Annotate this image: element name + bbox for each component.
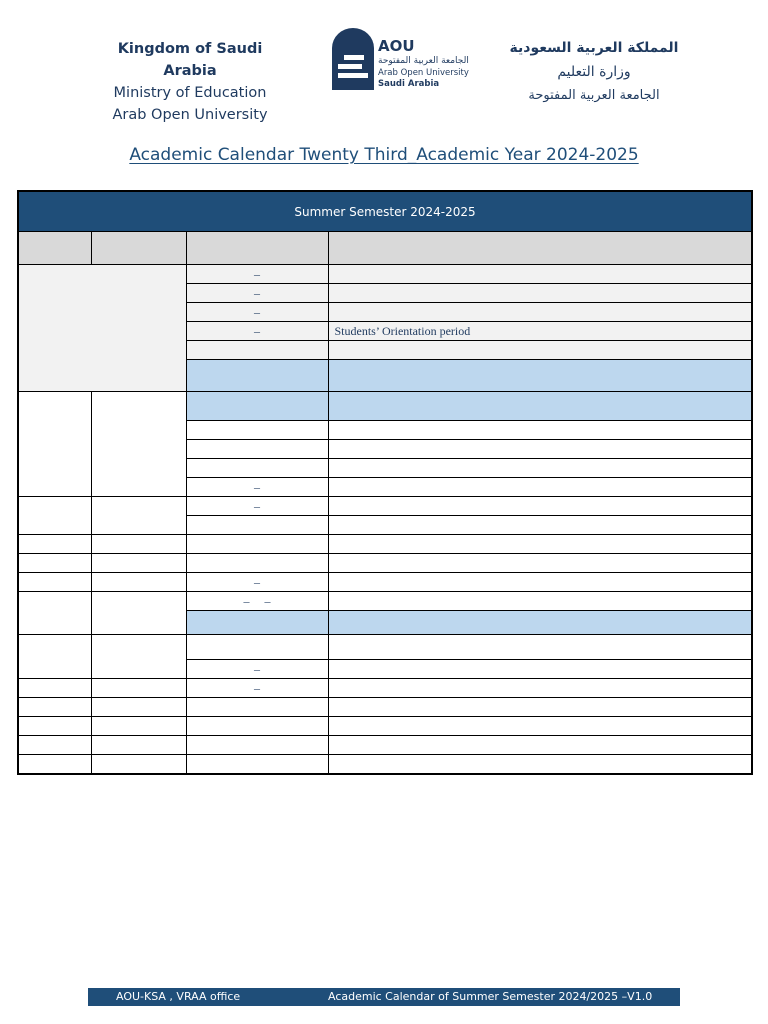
header-kingdom-arabic: المملكة العربية السعودية (509, 40, 679, 56)
table-row (18, 554, 752, 573)
page-title: Academic Calendar Twenty Third_Academic Year 2024-2025 (129, 145, 639, 165)
table-cell (91, 635, 186, 679)
table-cell (91, 736, 186, 755)
table-cell: – (186, 679, 328, 698)
footer-document-version: Academic Calendar of Summer Semester 2024/2025 –V1.0 (328, 990, 653, 1003)
column-header (91, 232, 186, 265)
header-university: Arab Open University (112, 107, 268, 123)
table-cell (328, 284, 752, 303)
table-cell (91, 592, 186, 635)
aou-logo (332, 28, 482, 94)
table-cell (328, 573, 752, 592)
table-cell (328, 421, 752, 440)
table-row (18, 535, 752, 554)
table-cell (91, 392, 186, 497)
table-row (18, 497, 752, 516)
table-cell (328, 592, 752, 611)
header-arabic-block (506, 36, 682, 108)
table-cell (186, 516, 328, 535)
table-cell (91, 573, 186, 592)
table-cell (186, 341, 328, 360)
table-cell: – (186, 284, 328, 303)
column-header-row (18, 232, 752, 265)
column-header (18, 232, 91, 265)
table-cell: – (186, 497, 328, 516)
table-row (18, 392, 752, 421)
table-cell (18, 535, 91, 554)
orientation-period-cell: Students’ Orientation period (328, 322, 752, 341)
table-cell (328, 516, 752, 535)
logo-wordmark (378, 38, 488, 90)
table-cell (18, 573, 91, 592)
header-kingdom: Kingdom of Saudi Arabia (117, 41, 263, 79)
table-cell (186, 611, 328, 635)
table-cell (328, 478, 752, 497)
table-cell (91, 679, 186, 698)
table-cell: – (186, 478, 328, 497)
table-cell (328, 698, 752, 717)
table-cell: – (186, 265, 328, 284)
table-cell (328, 554, 752, 573)
table-cell (328, 360, 752, 392)
table-cell (186, 554, 328, 573)
table-cell (186, 392, 328, 421)
table-cell (18, 698, 91, 717)
table-row (18, 755, 752, 774)
table-cell (328, 497, 752, 516)
column-header (328, 232, 752, 265)
table-row (18, 736, 752, 755)
table-cell (18, 554, 91, 573)
table-cell (328, 755, 752, 774)
table-cell: – (186, 660, 328, 679)
logo-country: Saudi Arabia (378, 79, 440, 89)
table-row (18, 265, 752, 284)
table-cell (328, 459, 752, 478)
table-cell (91, 755, 186, 774)
table-cell (328, 660, 752, 679)
table-cell (328, 341, 752, 360)
semester-band: Summer Semester 2024-2025 (18, 191, 752, 232)
table-cell (328, 717, 752, 736)
table-cell: – – (186, 592, 328, 611)
table-cell (186, 440, 328, 459)
table-cell (328, 265, 752, 284)
table-cell (91, 535, 186, 554)
table-cell (186, 459, 328, 478)
logo-abbr: AOU (378, 37, 415, 55)
header-ministry: Ministry of Education (113, 85, 267, 101)
table-row (18, 635, 752, 660)
table-cell (186, 736, 328, 755)
table-cell (18, 592, 91, 635)
table-cell (186, 755, 328, 774)
table-cell (328, 440, 752, 459)
table-cell (18, 392, 91, 497)
table-cell (328, 679, 752, 698)
table-cell (18, 635, 91, 679)
table-row (18, 717, 752, 736)
table-cell (91, 698, 186, 717)
footer-office: AOU-KSA , VRAA office (116, 990, 241, 1003)
table-cell (328, 635, 752, 660)
table-cell (18, 679, 91, 698)
logo-arabic-name: الجامعة العربية المفتوحة (378, 56, 469, 66)
header-ministry-arabic: وزارة التعليم (557, 64, 631, 80)
table-cell (18, 736, 91, 755)
table-row (18, 573, 752, 592)
table-row (18, 679, 752, 698)
table-cell (186, 535, 328, 554)
table-cell: – (186, 303, 328, 322)
table-cell (328, 611, 752, 635)
table-cell (18, 497, 91, 535)
table-cell (18, 265, 186, 392)
table-cell (186, 421, 328, 440)
table-cell (186, 635, 328, 660)
header-university-arabic: الجامعة العربية المفتوحة (528, 88, 660, 103)
table-cell (186, 698, 328, 717)
header-english-block (92, 38, 288, 126)
table-cell (328, 736, 752, 755)
table-cell (328, 392, 752, 421)
table-cell (91, 554, 186, 573)
table-cell: – (186, 573, 328, 592)
table-cell (328, 303, 752, 322)
table-cell (91, 497, 186, 535)
table-row (18, 592, 752, 611)
table-cell (186, 360, 328, 392)
logo-english-name: Arab Open University (378, 68, 469, 78)
aou-logo-icon (332, 28, 374, 90)
table-cell (328, 535, 752, 554)
table-cell (91, 717, 186, 736)
table-cell (18, 717, 91, 736)
table-row (18, 698, 752, 717)
calendar-table (17, 190, 753, 775)
table-cell: – (186, 322, 328, 341)
page-footer (88, 988, 680, 1006)
column-header (186, 232, 328, 265)
table-cell (18, 755, 91, 774)
table-cell (186, 717, 328, 736)
